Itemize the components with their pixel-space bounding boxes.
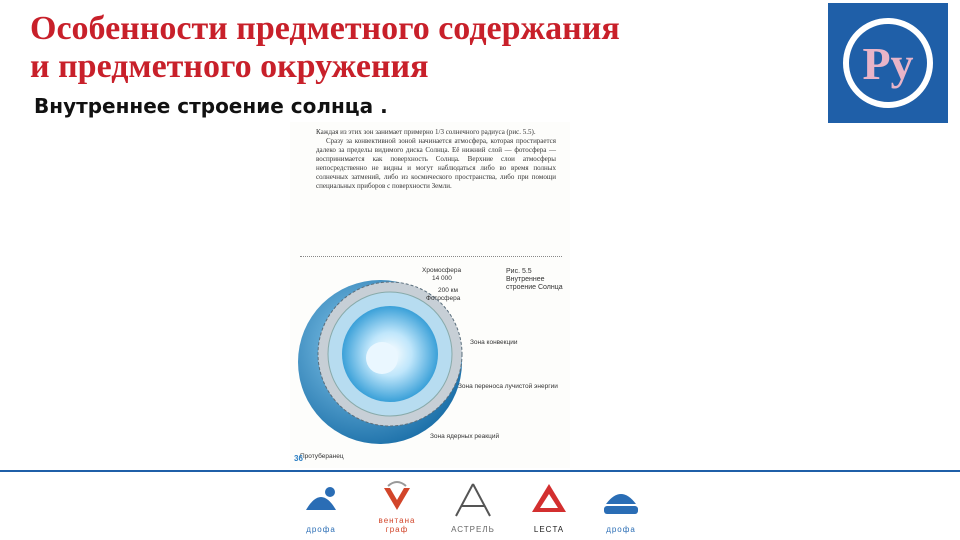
label-chromosphere: Хромосфера — [422, 267, 462, 274]
drofa-label-2: дрофа — [606, 525, 636, 534]
sun-core — [366, 342, 398, 374]
textbook-paragraph-2: Сразу за конвективной зоной начинается атмосфера, которая простирается далеко за пределы видимого диска Солнца. Её нижний слой — фотосфера — воспринимается как поверхность Солнца. Верхние слои атмосферы непосредственно не видны и могут наблюдаться либо во время полных солнечных затмений, либо из космического пространства, либо при помощи специальных приборов с поверхности Земли. — [316, 137, 556, 190]
label-14000: 14 000 — [432, 275, 452, 282]
textbook-text — [316, 128, 556, 191]
title-line-2: и предметного окружения — [30, 48, 429, 85]
textbook-paragraph-1: Каждая из этих зон занимает примерно 1/3 солнечного радиуса (рис. 5.5). — [316, 128, 536, 136]
sun-structure-diagram — [298, 262, 568, 462]
page-title — [30, 10, 790, 86]
label-prominence: Протуберанец — [300, 453, 344, 460]
page-number: 36 — [294, 454, 303, 463]
figure-caption: Рис. 5.5 Внутреннее строение Солнца — [506, 268, 563, 291]
lecta-logo-icon — [518, 480, 580, 536]
divider — [300, 256, 562, 257]
title-line-1: Особенности предметного содержания — [30, 10, 620, 47]
label-nuclear: Зона ядерных реакций — [430, 433, 500, 440]
drofa-logo-icon — [290, 480, 352, 536]
label-200km: 200 км — [438, 287, 458, 294]
astrel-label: АСТРЕЛЬ — [451, 525, 495, 534]
label-convection: Зона конвекции — [470, 339, 518, 346]
slide-subtitle: Внутреннее строение солнца . — [34, 94, 388, 118]
astrel-logo-icon — [442, 480, 504, 536]
label-photosphere: Фотосфера — [426, 295, 461, 302]
ru-logo-icon — [828, 3, 948, 123]
drofa-label: дрофа — [306, 525, 336, 534]
ventana-graf-label: вентана граф — [378, 516, 416, 534]
publisher-logos — [290, 480, 650, 536]
lecta-label: LECTA — [533, 525, 565, 534]
ventana-graf-logo-icon — [366, 480, 428, 536]
textbook-page — [290, 122, 570, 468]
drofa-logo-icon-2 — [590, 480, 652, 536]
footer-divider — [0, 470, 960, 472]
label-radiative: Зона переноса лучистой энергии — [458, 383, 558, 390]
logo-mark: Ру — [862, 38, 914, 89]
